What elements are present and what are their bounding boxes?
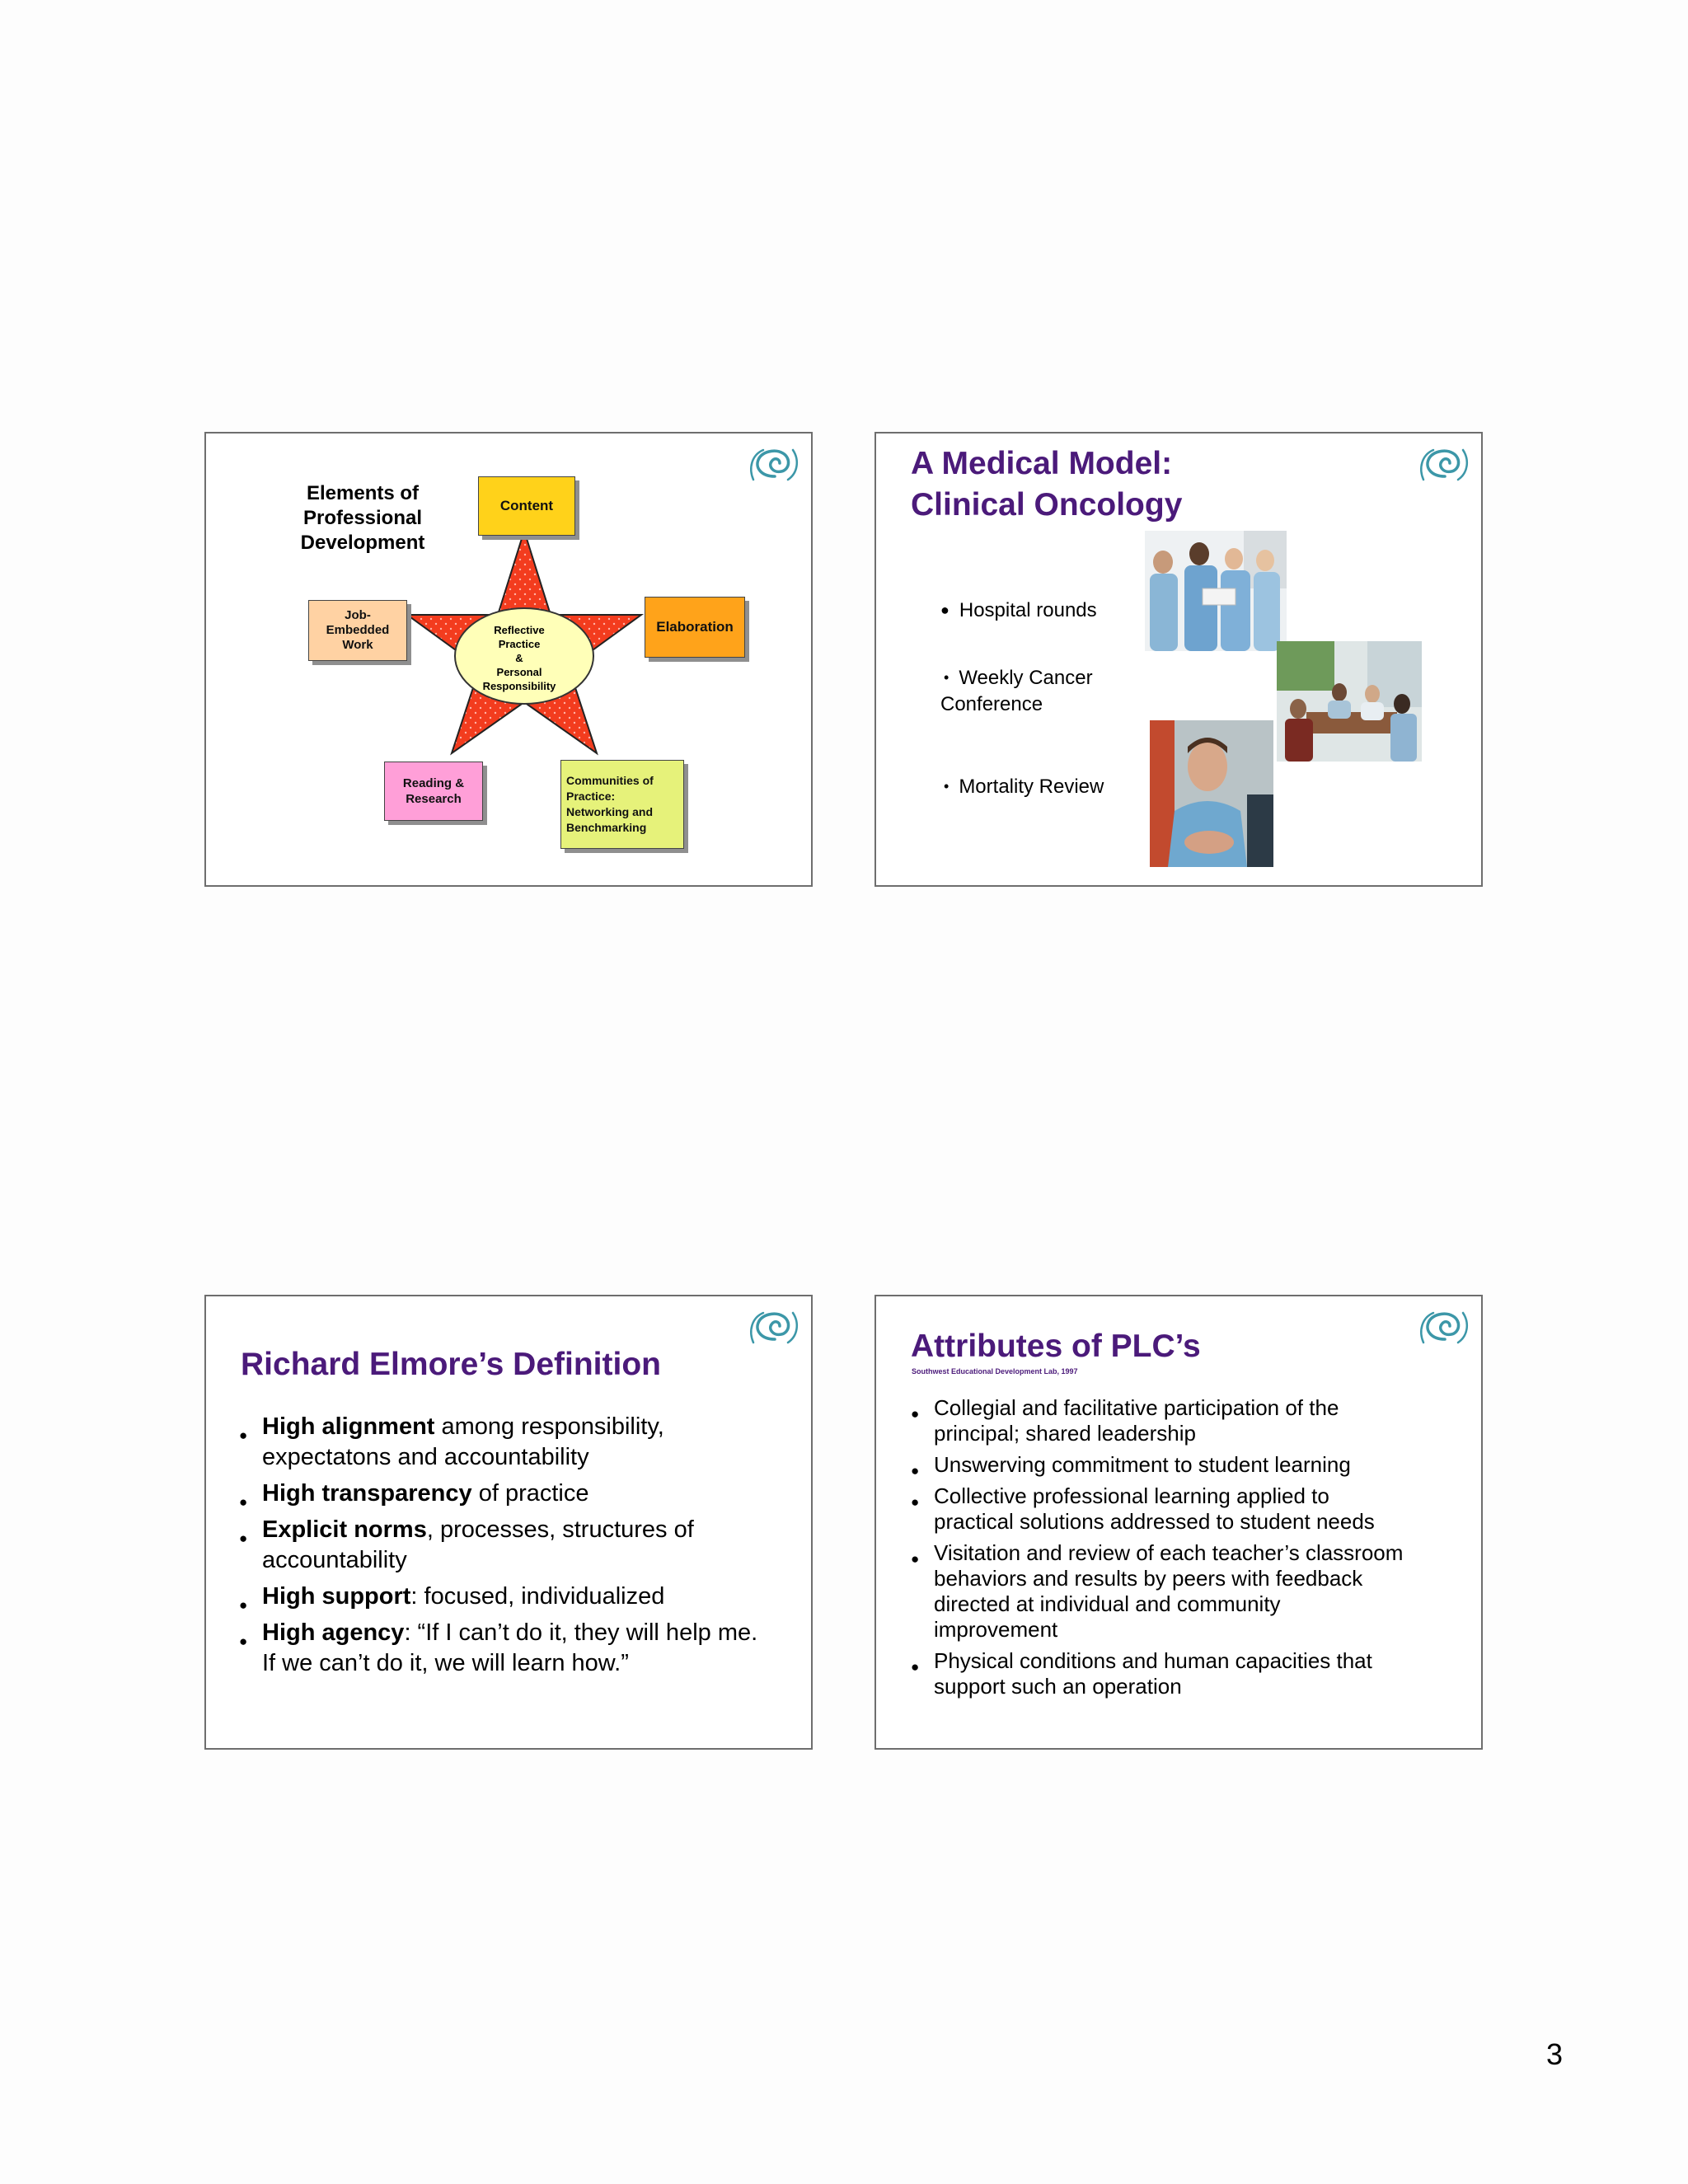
list-item: ● Unswerving commitment to student learning — [911, 1452, 1405, 1478]
list-item: ● Physical conditions and human capacities that support such an operation — [911, 1648, 1405, 1699]
content-box: Content — [478, 476, 575, 536]
cancer-conference-photo — [1277, 641, 1422, 762]
list-item: ● Explicit norms, processes, structures of accountability — [239, 1515, 767, 1576]
slide-medical-model — [874, 432, 1483, 887]
hospital-rounds-photo — [1145, 531, 1287, 651]
bullet-dot-icon: • — [944, 778, 950, 794]
list-item: ● High alignment among responsibility, expectatons and accountability — [239, 1412, 767, 1473]
center-label: Reflective Practice & Personal Responsibility — [482, 624, 556, 692]
communities-of-practice-box: Communities of Practice: Networking and Benchmarking — [560, 760, 684, 849]
swirl-logo-icon — [747, 1306, 799, 1349]
bullet-mortality-review: • Mortality Review — [944, 776, 1104, 798]
attributes-list — [911, 1395, 1405, 1705]
bullet-hospital-rounds: ● Hospital rounds — [940, 599, 1097, 621]
list-item: ● High support: focused, individualized — [239, 1582, 767, 1612]
job-embedded-work-box: Job- Embedded Work — [308, 600, 407, 661]
source-citation: Southwest Educational Development Lab, 1997 — [912, 1367, 1078, 1376]
bullet-dot-icon: • — [944, 669, 950, 686]
page-number: 3 — [1546, 2037, 1564, 2071]
swirl-logo-icon — [1417, 443, 1470, 486]
slide-title: A Medical Model: Clinical Oncology — [911, 446, 1183, 523]
definition-list — [239, 1412, 767, 1685]
slide-elmore-definition — [204, 1295, 813, 1750]
bullet-weekly-cancer-conference: • Weekly Cancer Conference — [940, 667, 1093, 715]
diagram-title: Elements of Professional Development — [300, 482, 425, 554]
reading-research-box: Reading & Research — [384, 762, 483, 821]
list-item: ● Collegial and facilitative participation of the principal; shared leadership — [911, 1395, 1405, 1446]
slide-title: Richard Elmore’s Definition — [241, 1347, 661, 1382]
slide-title: Attributes of PLC’s — [911, 1329, 1201, 1364]
bullet-dot-icon: ● — [940, 602, 950, 618]
list-item: ● Collective professional learning applied to practical solutions addressed to student needs — [911, 1483, 1405, 1535]
slide-elements-of-pd — [204, 432, 813, 887]
elaboration-box: Elaboration — [645, 597, 745, 658]
swirl-logo-icon — [1417, 1306, 1470, 1349]
list-item: ● Visitation and review of each teacher’s classroom behaviors and results by peers with feedback directed at individual and community improvement — [911, 1540, 1405, 1643]
list-item: ● High transparency of practice — [239, 1479, 767, 1509]
slide-plc-attributes — [874, 1295, 1483, 1750]
list-item: ● High agency: “If I can’t do it, they will help me. If we can’t do it, we will learn how.” — [239, 1618, 767, 1679]
mortality-review-photo — [1150, 720, 1273, 867]
